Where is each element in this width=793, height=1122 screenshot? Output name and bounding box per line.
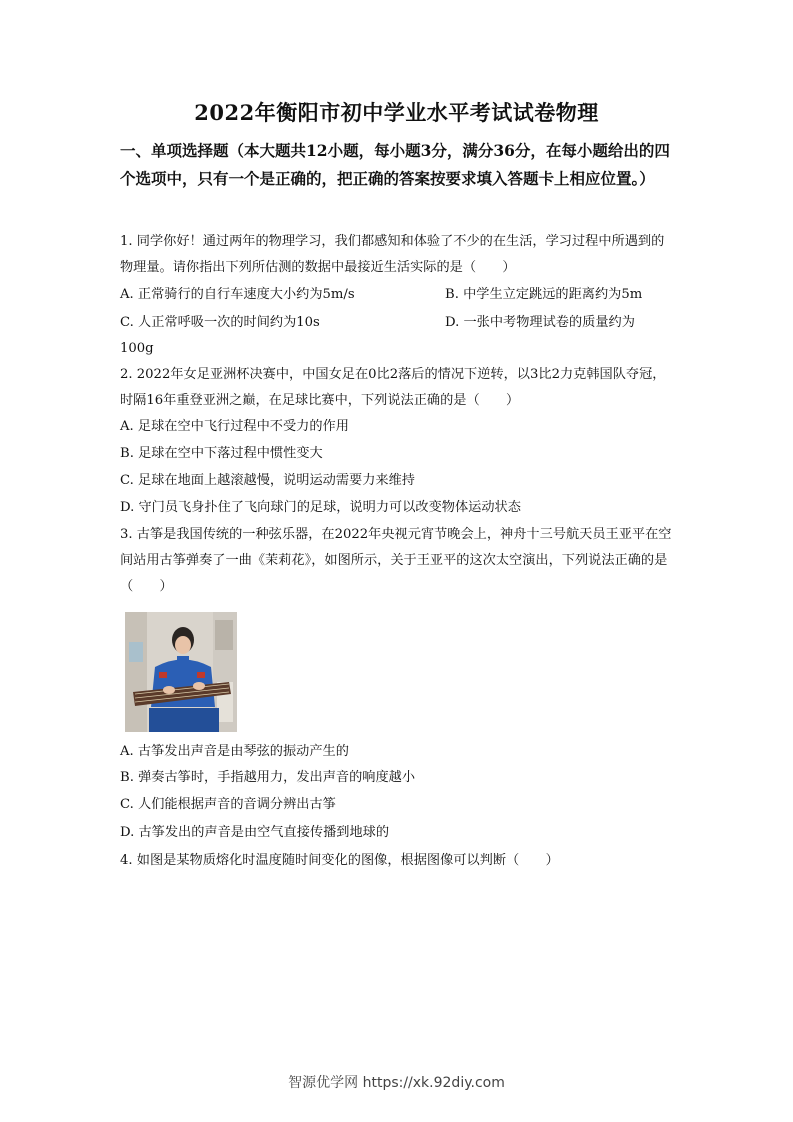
question-3-option-b: B. 弹奏古筝时，手指越用力，发出声音的响度越小 bbox=[120, 770, 416, 785]
astronaut-guzheng-photo bbox=[125, 612, 237, 732]
question-1-option-d-cont: 100g bbox=[120, 341, 154, 356]
question-3-option-c: C. 人们能根据声音的音调分辨出古筝 bbox=[120, 797, 336, 812]
question-2-option-b: B. 足球在空中下落过程中惯性变大 bbox=[120, 446, 323, 461]
question-3-stem: 3. 古筝是我国传统的一种弦乐器，在2022年央视元宵节晚会上，神舟十三号航天员王亚平在空间站用古筝弹奏了一曲《茉莉花》，如图所示，关于王亚平的这次太空演出，下列说法正确的是（ ） bbox=[120, 527, 672, 594]
question-2-option-a: A. 足球在空中飞行过程中不受力的作用 bbox=[120, 419, 349, 434]
question-2-stem: 2. 2022年女足亚洲杯决赛中，中国女足在0比2落后的情况下逆转，以3比2力克韩国队夺冠，时隔16年重登亚洲之巅，在足球比赛中，下列说法正确的是（ ） bbox=[120, 367, 666, 408]
page-footer: 智源优学网 https://xk.92diy.com bbox=[288, 1075, 505, 1091]
question-1-option-b: B. 中学生立定跳远的距离约为5m bbox=[445, 287, 643, 302]
question-1-option-a: A. 正常骑行的自行车速度大小约为5m/s bbox=[120, 287, 355, 302]
question-4-stem: 4. 如图是某物质熔化时温度随时间变化的图像，根据图像可以判断（ ） bbox=[120, 853, 559, 868]
question-2-option-c: C. 足球在地面上越滚越慢，说明运动需要力来维持 bbox=[120, 473, 415, 488]
question-3-option-a: A. 古筝发出声音是由琴弦的振动产生的 bbox=[120, 744, 349, 759]
question-1-stem: 1. 同学你好！通过两年的物理学习，我们都感知和体验了不少的在生活，学习过程中所遇到的物理量。请你指出下列所估测的数据中最接近生活实际的是（ ） bbox=[120, 234, 665, 275]
question-1-option-c: C. 人正常呼吸一次的时间约为10s bbox=[120, 315, 320, 330]
question-3-option-d: D. 古筝发出的声音是由空气直接传播到地球的 bbox=[120, 825, 390, 840]
question-2-option-d: D. 守门员飞身扑住了飞向球门的足球，说明力可以改变物体运动状态 bbox=[120, 500, 521, 515]
exam-title: 2022年衡阳市初中学业水平考试试卷物理 bbox=[194, 100, 599, 125]
section-heading: 一、单项选择题（本大题共12小题，每小题3分，满分36分，在每小题给出的四个选项中，只有一个是正确的，把正确的答案按要求填入答题卡上相应位置。） bbox=[120, 141, 670, 188]
question-1-option-d: D. 一张中考物理试卷的质量约为 bbox=[445, 315, 635, 330]
